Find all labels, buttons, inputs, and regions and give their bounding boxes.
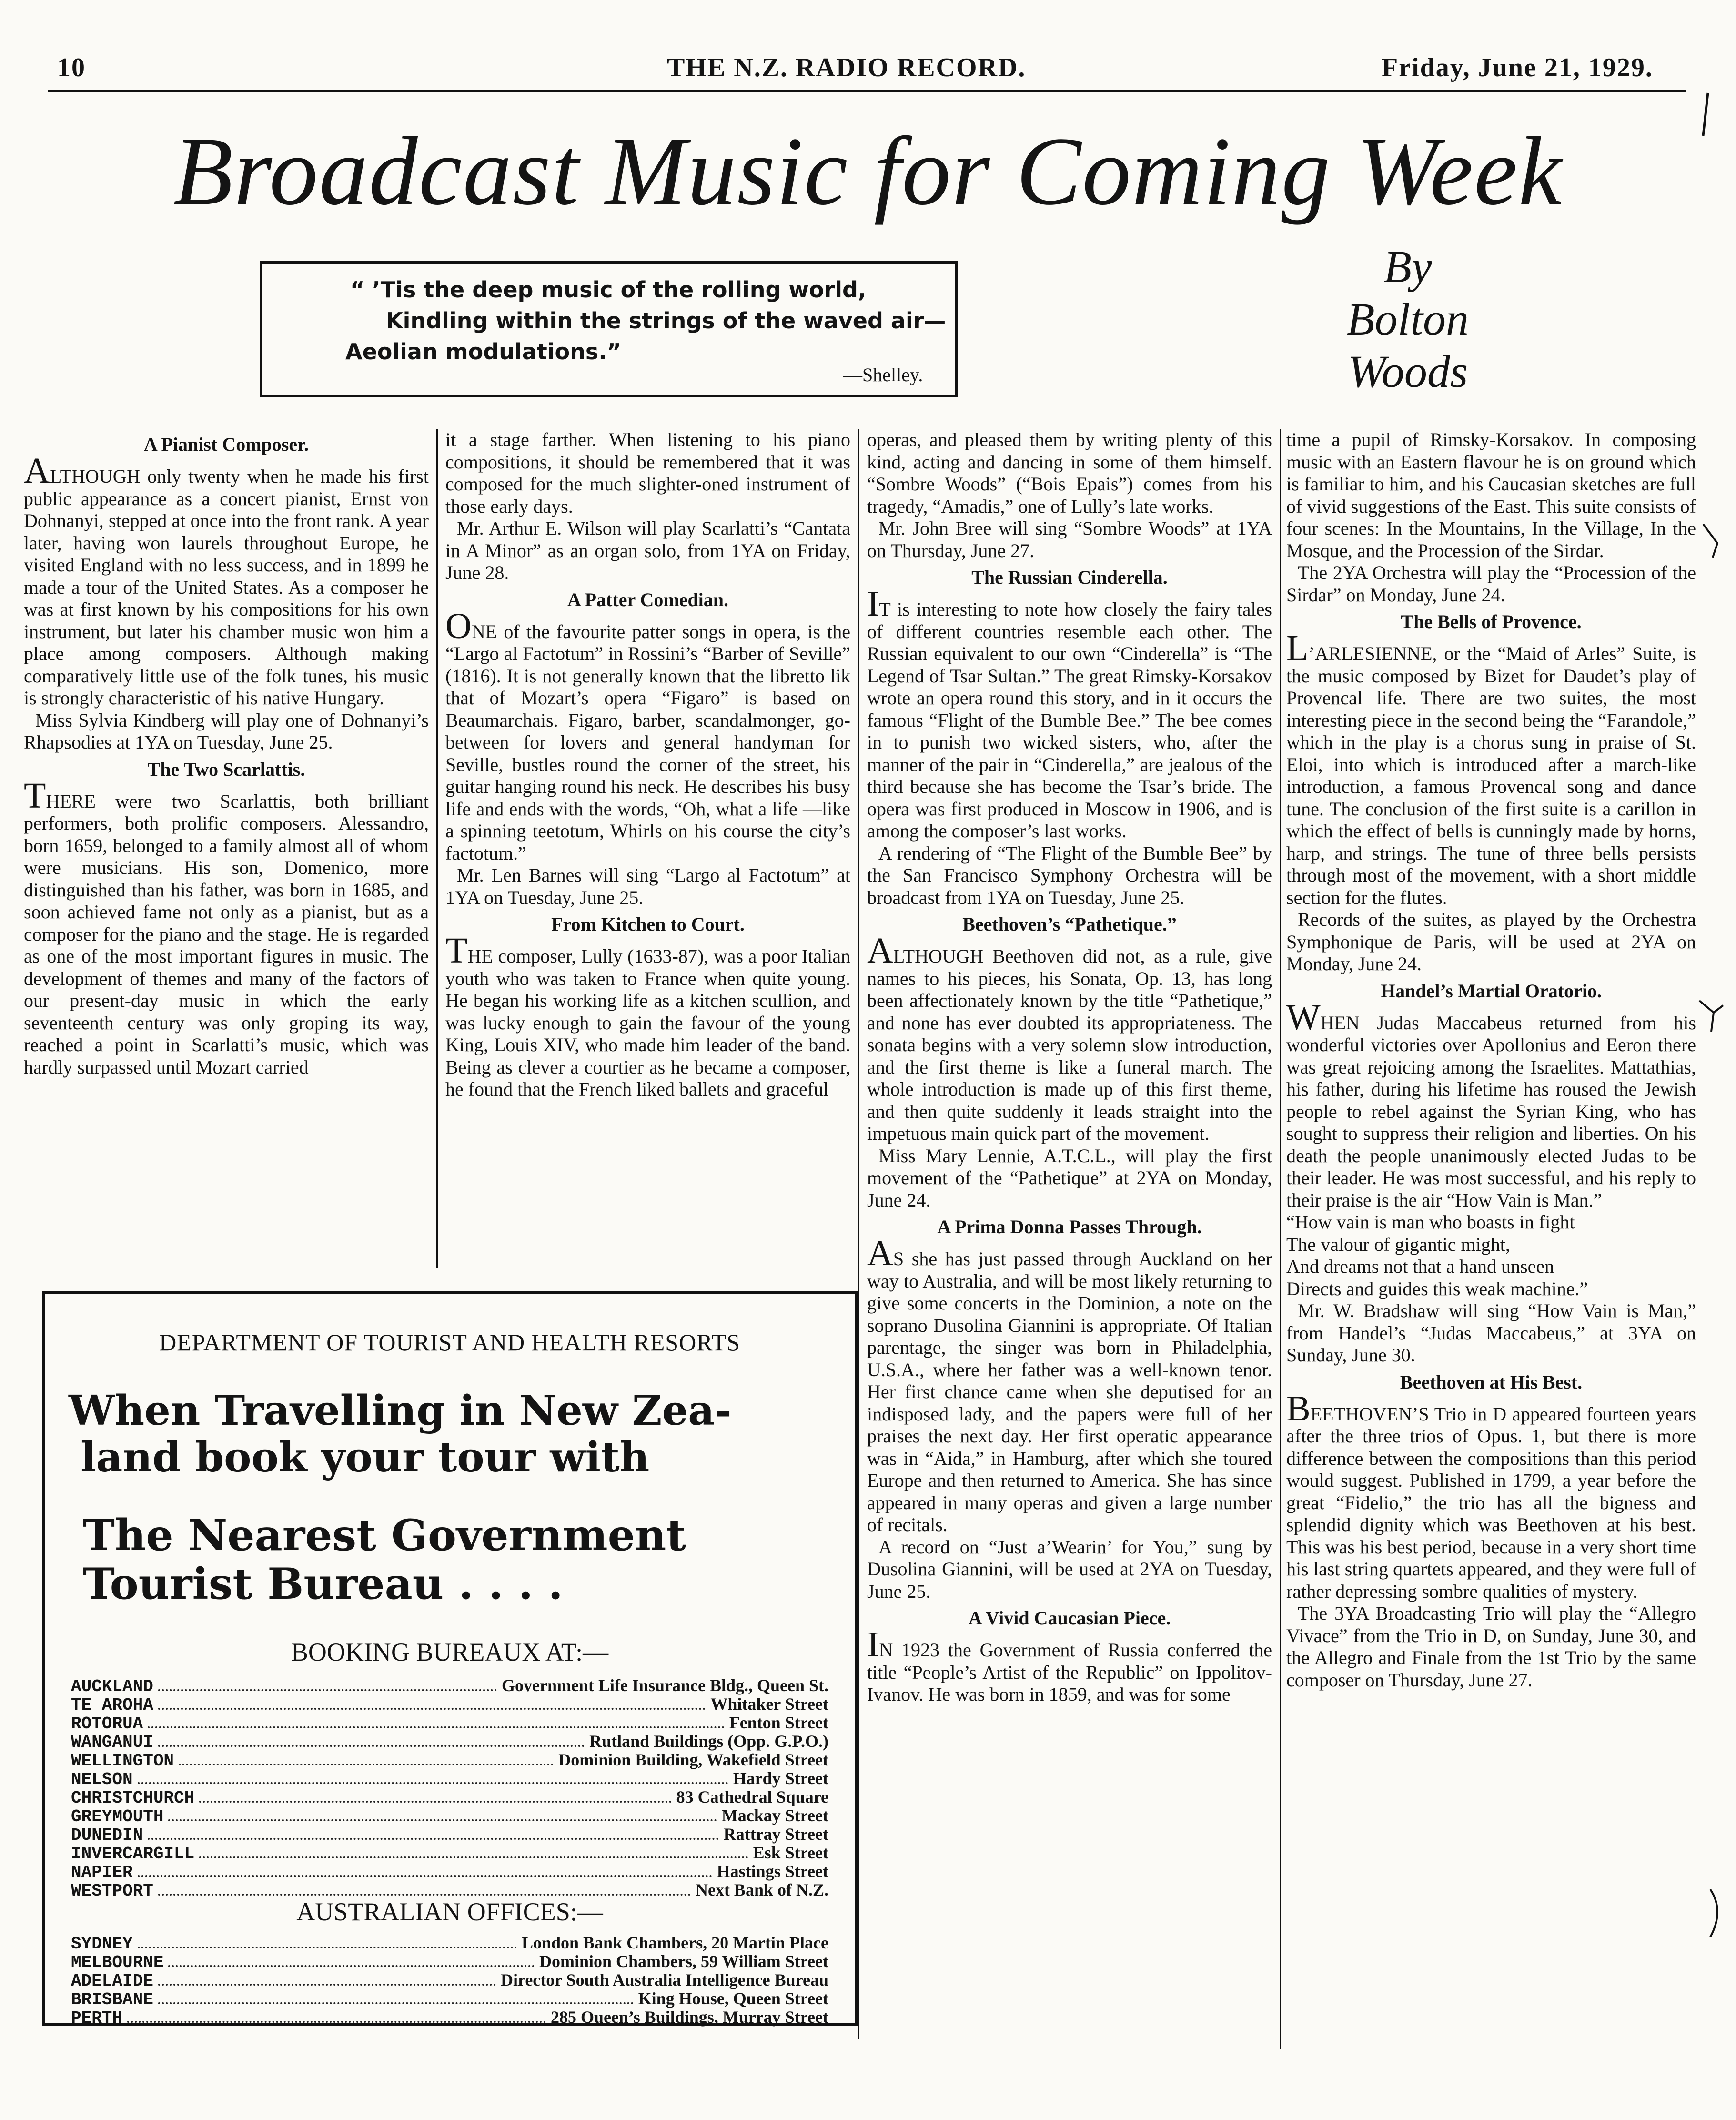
office-row	[71, 1933, 828, 1954]
office-address: 83 Cathedral Square	[676, 1787, 828, 1806]
office-city: WELLINGTON	[71, 1751, 174, 1771]
heading-prima-donna: A Prima Donna Passes Through.	[937, 1216, 1202, 1238]
quote-box	[260, 261, 958, 397]
page-number: 10	[57, 53, 86, 82]
para-arlesienne: L’ARLESIENNE, or the “Maid of Arles” Suite, is the music composed by Bizet for Daudet’s play of Provencal life. There are two suites, the most interesting piece in the second being the “Farandole,” which in the play is a chorus sung in praise of St. Eloi, into which is introduced after a march-like introduction, a famous Provencal song and dance tune. The conclusion of the first suite is a carillon in which the effect of bells is cunningly made by horns, harp, and strings. The tune of three bells persists through most of the movement, with a short middle section for the flutes.	[1286, 628, 1696, 908]
para-scarlatti-cont: it a stage farther. When listening to his piano compositions, it should be remembered that it was composed for the much slighter-oned instrument of those early days.	[445, 429, 850, 517]
office-row	[71, 1675, 828, 1694]
office-city: TE AROHA	[71, 1695, 153, 1715]
drop-cap: I	[867, 1624, 879, 1664]
para-record: A record on “Just a’Wearin’ for You,” sung by Dusolina Giannini, will be used at 2YA on Tuesday, June 25.	[867, 1536, 1272, 1602]
dot-leader	[168, 1819, 717, 1821]
dot-leader	[199, 1856, 748, 1858]
office-city: NELSON	[71, 1770, 133, 1789]
para-largo: ONE of the favourite patter songs in opera, is the “Largo al Factotum” in Rossini’s “Barber of Seville” (1816). It is not generally known that the libretto lik that of Mozart’s opera “Figaro” is based on Beaumarchais. Figaro, barber, scandalmonger, go-between for lovers and general handyman for Seville, bustles round the corner of the street, his guitar hanging round his neck. He describes his busy life and ends with the words, “Oh, what a life —like a spinning teetotum, Whirls on his course the city’s factotum.”	[445, 606, 850, 864]
office-row	[71, 1824, 828, 1843]
heading-bells-provence: The Bells of Provence.	[1401, 611, 1582, 632]
dot-leader	[199, 1801, 671, 1803]
heading-two-scarlattis: The Two Scarlattis.	[147, 758, 305, 780]
para-bree: Mr. John Bree will sing “Sombre Woods” at 1YA on Thursday, June 27.	[867, 517, 1272, 561]
para-lully: THE composer, Lully (1633-87), was a poor Italian youth who was taken to France when quite young. He began his working life as a kitchen scullion, and was lucky enough to gain the favour of the young King, Louis XIV, who made him leader of the band. Being as clever a courtier as he became a composer, he found that the French liked ballets and graceful	[445, 931, 850, 1100]
ad-headline-4: Tourist Bureau . . . .	[83, 1559, 563, 1609]
office-address: Director South Australia Intelligence Bureau	[501, 1970, 828, 1989]
drop-cap: L	[1286, 628, 1309, 668]
quote-attribution: —Shelley.	[843, 364, 923, 385]
heading-caucasian: A Vivid Caucasian Piece.	[968, 1607, 1171, 1629]
office-city: MELBOURNE	[71, 1953, 164, 1972]
office-city: INVERCARGILL	[71, 1844, 195, 1864]
heading-pianist-composer: A Pianist Composer.	[143, 434, 309, 455]
office-address: Dominion Chambers, 59 William Street	[539, 1952, 828, 1971]
margin-mark	[1698, 519, 1727, 562]
office-address: Fenton Street	[729, 1713, 828, 1732]
office-city: GREYMOUTH	[71, 1807, 164, 1826]
para-judas: WHEN Judas Maccabeus returned from his wonderful victories over Apollonius and Eeron there was great rejoicing among the Israelites. Mattathias, his father, during his lifetime has roused the Jewish people to rebel against the Syrian King, who has sought to suppress their religion and liberties. On his death the people unanimously elected Judas to be their leader. He was most successful, and his reply to their praise is the air “How Vain is Man.”	[1286, 997, 1696, 1211]
office-row	[71, 1694, 828, 1713]
office-city: SYDNEY	[71, 1934, 133, 1954]
office-address: Whitaker Street	[710, 1694, 828, 1714]
office-address: King House, Queen Street	[638, 1989, 828, 2008]
tourist-bureau-advertisement	[42, 1291, 858, 2026]
para-barnes: Mr. Len Barnes will sing “Largo al Factotum” at 1YA on Tuesday, June 25.	[445, 864, 850, 908]
office-row	[71, 1731, 828, 1750]
dot-leader	[179, 1764, 554, 1765]
heading-patter-comedian: A Patter Comedian.	[567, 588, 729, 610]
office-address: London Bank Chambers, 20 Martin Place	[521, 1933, 828, 1952]
dot-leader	[138, 1875, 712, 1877]
margin-mark	[1703, 1887, 1727, 1939]
column-rule	[1280, 429, 1281, 2049]
ad-australian-heading: AUSTRALIAN OFFICES:—	[296, 1897, 603, 1926]
verse-line: The valour of gigantic might,	[1286, 1233, 1510, 1255]
office-row	[71, 1806, 828, 1824]
office-row	[71, 1768, 828, 1787]
dot-leader	[158, 1745, 585, 1747]
dot-leader	[148, 1726, 724, 1728]
drop-cap: B	[1286, 1388, 1311, 1429]
office-city: PERTH	[71, 2008, 123, 2028]
margin-mark	[1694, 91, 1722, 138]
office-city: ADELAIDE	[71, 1971, 153, 1991]
ad-headline-1: When Travelling in New Zea-	[69, 1387, 732, 1435]
office-address: Hardy Street	[733, 1769, 828, 1788]
heading-russian-cinderella: The Russian Cinderella.	[971, 567, 1168, 588]
dot-leader	[127, 2021, 546, 2023]
heading-kitchen-court: From Kitchen to Court.	[551, 913, 745, 935]
office-city: WESTPORT	[71, 1881, 153, 1901]
ad-headline-2: land book your tour with	[81, 1433, 650, 1481]
office-city: ROTORUA	[71, 1714, 143, 1734]
para-pathetique: ALTHOUGH Beethoven did not, as a rule, give names to his pieces, his Sonata, Op. 13, has long been affectionately known by the title “Pathetique,” and none has ever doubted its appropriateness. The sonata begins with a very solemn slow introduction, and the first theme is like a funeral march. The whole introduction is made up of this first theme, and then quite suddenly it leads straight into the impetuous main quick part of the movement.	[867, 931, 1272, 1144]
drop-cap: T	[445, 931, 468, 971]
office-row	[71, 1970, 828, 1991]
dot-leader	[168, 1965, 535, 1967]
para-lennie: Miss Mary Lennie, A.T.C.L., will play the first movement of the “Pathetique” at 2YA on Monday, June 24.	[867, 1145, 1272, 1211]
para-caucasian-cont: time a pupil of Rimsky-Korsakov. In composing music with an Eastern flavour he is on ground which is familiar to him, and his Caucasian sketches are full of vivid suggestions of the East. This suite consists of four scenes: In the Mountains, In the Village, In the Mosque, and the Procession of the Sirdar.	[1286, 429, 1696, 561]
heading-pathetique: Beethoven’s “Pathetique.”	[962, 913, 1177, 935]
office-address: Rattray Street	[723, 1825, 828, 1844]
verse-line: And dreams not that a hand unseen	[1286, 1256, 1554, 1277]
dot-leader	[158, 1984, 496, 1986]
byline-by: By	[1383, 241, 1432, 292]
drop-cap: A	[867, 1233, 893, 1273]
quote-line-3: Aeolian modulations.”	[345, 339, 621, 365]
para-3ya-trio: The 3YA Broadcasting Trio will play the “Allegro Vivace” from the Trio in D, on Sunday, June 30, and the Allegro and Finale from the 1st Trio by the same composer on Thursday, June 27.	[1286, 1603, 1696, 1691]
ad-headline-3: The Nearest Government	[83, 1510, 686, 1561]
office-address: Hastings Street	[717, 1862, 828, 1881]
article-column-4	[1286, 429, 1696, 2087]
para-dohnanyi: ALTHOUGH only twenty when he made his first public appearance as a concert pianist, Ernst von Dohnanyi, stepped at once into the front rank. A year later, having won laurels throughout Europe, he visited England with no less success, and in 1899 he made a tour of the United States. As a composer he was at first known by his compositions for his own instrument, but later his chamber music won him a place among composers. Although making comparatively little use of the folk tunes, his music is strongly characteristic of his native Hungary.	[24, 451, 429, 709]
office-city: NAPIER	[71, 1863, 133, 1882]
booking-list	[71, 1675, 828, 1901]
dot-leader	[138, 1947, 517, 1948]
ad-department: DEPARTMENT OF TOURIST AND HEALTH RESORTS	[159, 1329, 740, 1356]
verse-line: “How vain is man who boasts in fight	[1286, 1211, 1575, 1233]
byline-first-name: Bolton	[1347, 294, 1469, 345]
para-giannini: AS she has just passed through Auckland on her way to Australia, and will be most likely returning to give some concerts in the Dominion, a note on the soprano Dusolina Giannini is appropriate. Of Italian parentage, the singer was born in Philadelphia, U.S.A., where her father was a well-known tenor. Her first chance came when she deputised for an indisposed lady, and the papers were full of her praises the next day. Her first operatic appearance was in “Aida,” in Hamburg, after which she toured Europe and then returned to America. She has since appeared in many operas and given a large number of recitals.	[867, 1233, 1272, 1535]
issue-date: Friday, June 21, 1929.	[1382, 53, 1653, 82]
office-city: AUCKLAND	[71, 1677, 153, 1696]
para-kindberg: Miss Sylvia Kindberg will play one of Dohnanyi’s Rhapsodies at 1YA on Tuesday, June 25.	[24, 709, 429, 753]
quote-line-1: “ ’Tis the deep music of the rolling world,	[350, 277, 867, 303]
dot-leader	[158, 2002, 634, 2004]
office-address: Government Life Insurance Bldg., Queen St.	[501, 1676, 828, 1695]
office-address: Esk Street	[753, 1843, 828, 1862]
verse-line: Directs and guides this weak machine.”	[1286, 1278, 1588, 1299]
para-bumble-bee: A rendering of “The Flight of the Bumble Bee” by the San Francisco Symphony Orchestra will be broadcast from 1YA on Tuesday, June 25.	[867, 842, 1272, 908]
drop-cap: A	[24, 451, 50, 491]
office-city: CHRISTCHURCH	[71, 1788, 195, 1808]
publication-name: THE N.Z. RADIO RECORD.	[667, 53, 1026, 82]
quote-line-2: Kindling within the strings of the waved air—	[386, 308, 946, 334]
office-row	[71, 1951, 828, 1970]
office-row	[71, 1880, 828, 1901]
office-address: Rutland Buildings (Opp. G.P.O.)	[589, 1732, 828, 1751]
page-title: Broadcast Music for Coming Week	[173, 117, 1563, 225]
office-address: Dominion Building, Wakefield Street	[558, 1750, 828, 1769]
office-city: DUNEDIN	[71, 1826, 143, 1845]
office-address: Next Bank of N.Z.	[695, 1880, 828, 1899]
column-rule	[436, 429, 438, 1268]
office-address: Mackay Street	[721, 1806, 828, 1825]
dot-leader	[158, 1708, 706, 1710]
article-column-1	[24, 429, 429, 1268]
office-row	[71, 1713, 828, 1734]
office-city: BRISBANE	[71, 1990, 153, 2009]
drop-cap: A	[867, 931, 893, 971]
margin-mark	[1697, 991, 1726, 1034]
column-rule	[858, 429, 859, 2039]
para-suites-records: Records of the suites, as played by the Orchestra Symphonique de Paris, will be used at 2YA on Monday, June 24.	[1286, 909, 1696, 974]
heading-handel: Handel’s Martial Oratorio.	[1381, 980, 1602, 1002]
office-row	[71, 1861, 828, 1880]
drop-cap: T	[24, 775, 46, 816]
drop-cap: I	[867, 584, 879, 624]
article-column-3	[867, 429, 1272, 2087]
drop-cap: W	[1286, 997, 1321, 1037]
para-wilson: Mr. Arthur E. Wilson will play Scarlatti’s “Cantata in A Minor” as an organ solo, from 1YA on Friday, June 28.	[445, 517, 850, 583]
dot-leader	[158, 1894, 691, 1896]
dot-leader	[148, 1838, 719, 1840]
ad-booking-heading: BOOKING BUREAUX AT:—	[291, 1638, 609, 1666]
para-bradshaw: Mr. W. Bradshaw will sing “How Vain is Man,” from Handel’s “Judas Maccabeus,” at 3YA on Sunday, June 30.	[1286, 1300, 1696, 1366]
para-sirdar: The 2YA Orchestra will play the “Procession of the Sirdar” on Monday, June 24.	[1286, 562, 1696, 606]
byline-last-name: Woods	[1347, 346, 1468, 397]
header-rule	[48, 90, 1686, 92]
office-city: WANGANUI	[71, 1733, 153, 1752]
para-lully-cont: operas, and pleased them by writing plenty of this kind, acting and dancing in some of them himself. “Sombre Woods” (“Bois Epais”) comes from his tragedy, “Amadis,” one of Lully’s late works.	[867, 429, 1272, 517]
para-ippolitov: IN 1923 the Government of Russia conferred the title “People’s Artist of the Republic” on Ippolitov-Ivanov. He was born in 1859, and was for some	[867, 1624, 1272, 1705]
dot-leader	[138, 1782, 728, 1784]
office-row	[71, 1843, 828, 1864]
para-cinderella: IT is interesting to note how closely the fairy tales of different countries resemble each other. The Russian equivalent to our own “Cinderella” is “The Legend of Tsar Sultan.” The great Rimsky-Korsakov wrote an opera round this story, and in it occurs the famous “Flight of the Bumble Bee.” The bee comes in to punish two wicked sisters, who, after the manner of the pair in “Cinderella,” are jealous of the third because she has become the Tsar’s bride. The opera was first produced in Moscow in 1906, and is among the composer’s last works.	[867, 584, 1272, 842]
dot-leader	[158, 1689, 497, 1691]
australian-offices-list	[71, 1933, 828, 2026]
heading-beethoven-best: Beethoven at His Best.	[1400, 1371, 1583, 1393]
office-address: 285 Queen’s Buildings, Murray Street	[551, 2008, 828, 2027]
office-row	[71, 1787, 828, 1806]
office-row	[71, 1750, 828, 1771]
para-trio: BEETHOVEN’S Trio in D appeared fourteen years after the three trios of Opus. 1, but there is more difference between the compositions than this period would suggest. Published in 1799, a year before the great “Fidelio,” the trio has all the bigness and splendid dignity which was Beethoven at his best. This was his best period, because in a very short time his last string quartets appeared, and they were full of rather depressing sombre qualities of mystery.	[1286, 1388, 1696, 1602]
office-row	[71, 1988, 828, 2007]
drop-cap: O	[445, 606, 472, 646]
article-column-2	[445, 429, 850, 1268]
office-row	[71, 2007, 828, 2026]
para-scarlattis: THERE were two Scarlattis, both brilliant performers, both prolific composers. Alessandro, born 1659, belonged to a family almost all of whom were musicians. His son, Domenico, more distinguished than his father, was born in 1685, and soon achieved fame not only as a pianist, but as a composer for the piano and the stage. He is regarded as one of the most important figures in music. The development of themes and many of the factors of our present-day music in which the early seventeenth century was only groping its way, reached a point in Scarlatti’s music, which was hardly surpassed until Mozart carried	[24, 775, 429, 1078]
